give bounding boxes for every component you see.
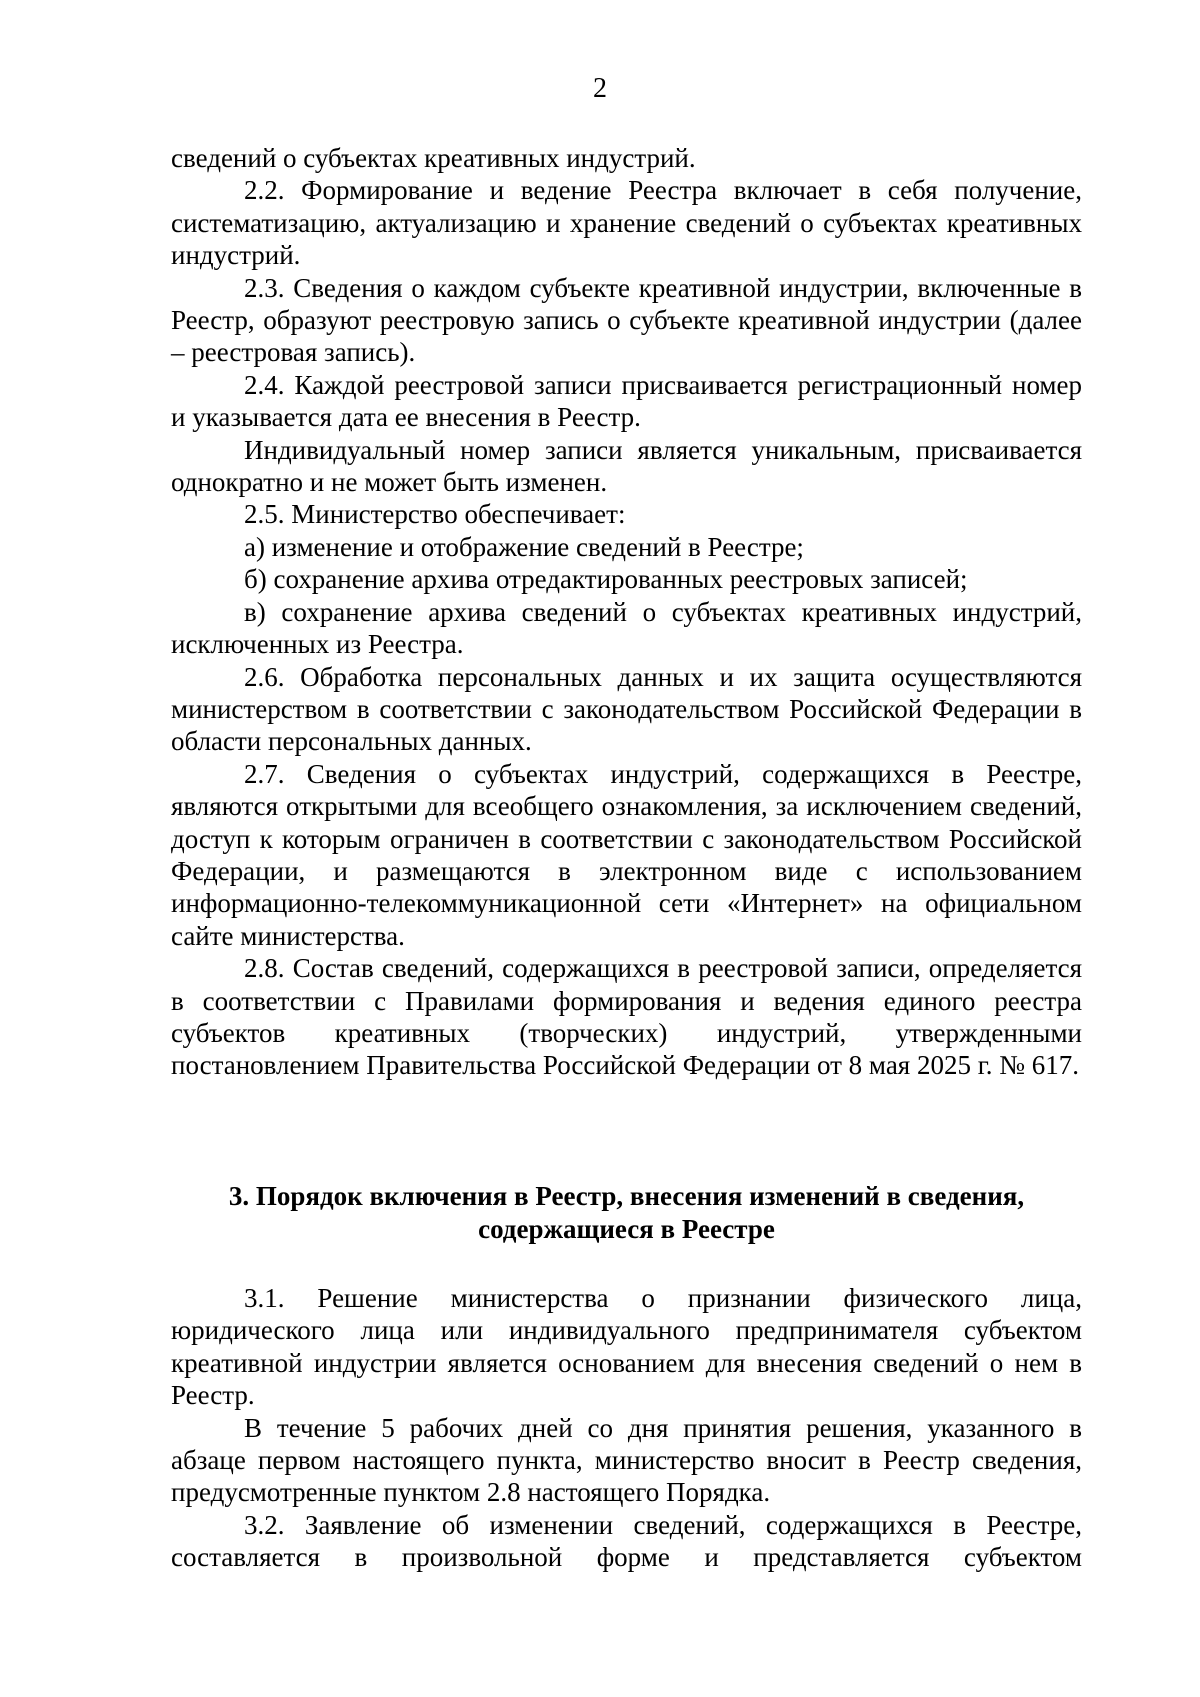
paragraph-2-7: 2.7. Сведения о субъектах индустрий, содержащихся в Реестре, являются открытыми для всеобщего ознакомления, за исключением сведений, доступ к которым ограничен в соответствии с законодательством Российской Федерации, и размещаются в электронном виде с использованием информационно-телекоммуникационной сети «Интернет» на официальном сайте министерства.	[171, 758, 1082, 951]
paragraph-2-5-a: а) изменение и отображение сведений в Реестре;	[244, 531, 804, 562]
paragraph-2-4: 2.4. Каждой реестровой записи присваивается регистрационный номер и указывается дата ее внесения в Реестр.	[171, 369, 1082, 433]
section-3-body	[171, 1282, 1082, 1574]
section-3-heading-line-1: 3. Порядок включения в Реестр, внесения изменений в сведения,	[228, 1181, 1025, 1211]
paragraph-3-2: 3.2. Заявление об изменении сведений, содержащихся в Реестре, составляется в произвольной форме и представляется субъектом	[171, 1509, 1082, 1573]
paragraph-2-5-v: в) сохранение архива сведений о субъектах креативных индустрий, исключенных из Реестра.	[171, 596, 1082, 660]
paragraph-3-1-deadline: В течение 5 рабочих дней со дня принятия решения, указанного в абзаце первом настоящего пункта, министерство вносит в Реестр сведения, предусмотренные пунктом 2.8 настоящего Порядка.	[171, 1412, 1082, 1508]
paragraph-2-5: 2.5. Министерство обеспечивает:	[244, 499, 626, 530]
section-2-body	[171, 142, 1082, 1082]
paragraph-2-1-continuation: сведений о субъектах креативных индустрий.	[171, 143, 696, 173]
page-number: 2	[593, 73, 607, 104]
paragraph-2-5-b: б) сохранение архива отредактированных реестровых записей;	[244, 564, 968, 595]
paragraph-2-6: 2.6. Обработка персональных данных и их защита осуществляются министерством в соответствии с законодательством Российской Федерации в области персональных данных.	[171, 661, 1082, 757]
paragraph-2-3: 2.3. Сведения о каждом субъекте креативной индустрии, включенные в Реестр, образуют реестровую запись о субъекте креативной индустрии (далее – реестровая запись).	[171, 272, 1082, 368]
paragraph-2-2: 2.2. Формирование и ведение Реестра включает в себя получение, систематизацию, актуализацию и хранение сведений о субъектах креативных индустрий.	[171, 175, 1082, 271]
section-3-heading	[171, 1180, 1082, 1246]
section-3-heading-line-2: содержащиеся в Реестре	[478, 1214, 775, 1244]
paragraph-2-8: 2.8. Состав сведений, содержащихся в реестровой записи, определяется в соответствии с Правилами формирования и ведения единого реестра субъектов креативных (творческих) индустрий, утвержденными постановлением Правительства Российской Федерации от 8 мая 2025 г. № 617.	[171, 953, 1082, 1081]
paragraph-2-4-individual-number: Индивидуальный номер записи является уникальным, присваивается однократно и не может быть изменен.	[171, 434, 1082, 498]
paragraph-3-1: 3.1. Решение министерства о признании физического лица, юридического лица или индивидуального предпринимателя субъектом креативной индустрии является основанием для внесения сведений о нем в Реестр.	[171, 1283, 1082, 1411]
